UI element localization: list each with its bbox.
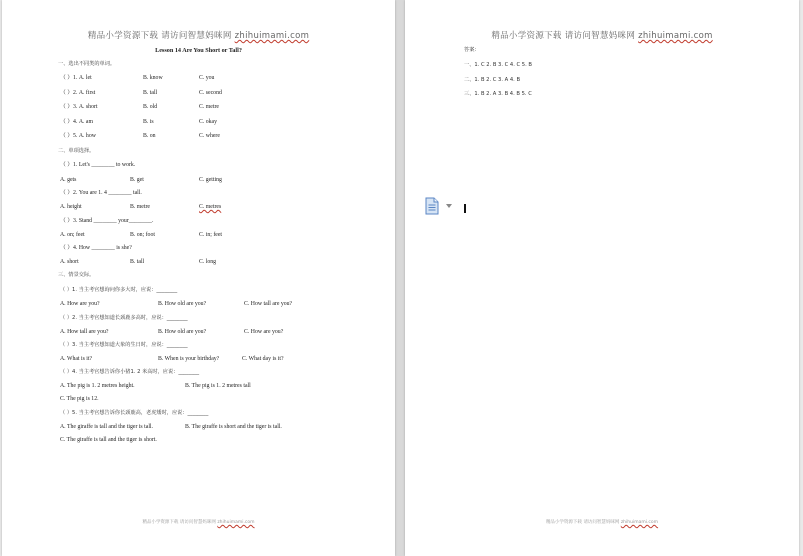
s3-q5: （ ）5. 当主考官想告诉你长颈鹿高，老虎矮时，应说：________ — [60, 410, 209, 416]
s3-q3-c: C. What day is it? — [242, 356, 284, 362]
s3-q1: （ ）1. 当主考官想询问你多大时，应说：________ — [60, 287, 178, 293]
s1-q4-c: C. okay — [199, 119, 218, 125]
s2-q4-b: B. tall — [130, 259, 145, 265]
s3-q5-c: C. The giraffe is tall and the tiger is short. — [60, 437, 157, 443]
s2-q3-a: A. on; feet — [60, 232, 85, 238]
s1-q5: （ ）5. A. how — [60, 133, 96, 139]
header-text: 精品小学资源下载 请访问智慧妈咪网 — [87, 31, 232, 41]
page-footer — [405, 519, 799, 525]
s3-q2-a: A. How tall are you? — [60, 329, 109, 335]
s3-q2-b: B. How old are you? — [158, 329, 207, 335]
page-gap — [395, 0, 405, 556]
s3-q4-b: B. The pig is 1. 2 metres tall — [185, 383, 251, 389]
s1-q1-b: B. know — [143, 75, 163, 81]
page-footer — [2, 519, 395, 525]
section2-heading: 二、单项选择。 — [58, 148, 95, 154]
s3-q4-a: A. The pig is 1. 2 metres height. — [60, 383, 135, 389]
s1-q3-b: B. old — [143, 104, 158, 110]
s3-q1-c: C. How tall are you? — [244, 301, 293, 307]
chevron-down-icon[interactable] — [446, 204, 452, 208]
s2-q1-c: C. getting — [199, 177, 222, 183]
document-page-1 — [2, 0, 395, 556]
s1-q1: （ ）1. A. let — [60, 75, 92, 81]
s1-q2-b: B. tall — [143, 90, 158, 96]
s1-q5-c: C. where — [199, 133, 220, 139]
s3-q4-c: C. The pig is 12. — [60, 396, 99, 402]
document-page-2 — [405, 0, 799, 556]
s2-q4-c: C. long — [199, 259, 217, 265]
footer-site-link[interactable]: zhihuimami.com — [620, 520, 659, 525]
page-header — [2, 29, 395, 41]
answers-line-1: 一、1. C 2. B 3. C 4. C 5. B — [464, 62, 532, 68]
page-header — [405, 29, 799, 41]
s3-q4: （ ）4. 当主考官想告诉你小猪1. 2 米高时，应说：________ — [60, 369, 200, 375]
s1-q5-b: B. on — [143, 133, 156, 139]
s3-q3: （ ）3. 当主考官想知道大象的生日时，应说：________ — [60, 342, 188, 348]
document-icon[interactable] — [424, 197, 440, 215]
footer-site-link[interactable]: zhihuimami.com — [217, 520, 255, 525]
s1-q2-c: C. second — [199, 90, 222, 96]
s1-q3: （ ）3. A. short — [60, 104, 98, 110]
answers-line-2: 二、1. B 2. C 3. A 4. B — [464, 77, 521, 83]
s2-q3-b: B. on; foot — [130, 232, 155, 238]
s3-q2: （ ）2. 当主考官想知道长颈鹿多高时，应说：________ — [60, 315, 188, 321]
s2-q4: （ ）4. How ________ is she? — [60, 245, 132, 251]
text-cursor — [464, 204, 466, 213]
s1-q1-c: C. you — [199, 75, 215, 81]
section3-heading: 三、情景交际。 — [58, 272, 95, 278]
s3-q1-a: A. How are you? — [60, 301, 100, 307]
s1-q4-b: B. is — [143, 119, 154, 125]
s1-q2: （ ）2. A. first — [60, 90, 96, 96]
answers-heading: 答案： — [464, 47, 480, 53]
s2-q1-a: A. gets — [60, 177, 77, 183]
s2-q1: （ ）1. Let's ________ to work. — [60, 162, 136, 168]
s2-q3-c: C. in; feet — [199, 232, 223, 238]
section1-heading: 一、选出不同类的单词。 — [58, 61, 116, 67]
footer-text: 精品小学资源下载 请访问智慧妈咪网 — [142, 520, 216, 525]
answers-line-3: 三、1. B 2. A 3. B 4. B 5. C — [464, 91, 532, 97]
header-site-link[interactable]: zhihuimami.com — [234, 31, 310, 41]
s2-q4-a: A. short — [60, 259, 79, 265]
s2-q2: （ ）2. You are 1. 4 ________ tall. — [60, 190, 142, 196]
s2-q2-a: A. height — [60, 204, 82, 210]
header-text: 精品小学资源下载 请访问智慧妈咪网 — [491, 31, 636, 41]
worksheet-title: Lesson 14 Are You Short or Tall? — [155, 47, 242, 54]
s3-q3-a: A. What is it? — [60, 356, 93, 362]
header-site-link[interactable]: zhihuimami.com — [638, 31, 713, 41]
s3-q5-b: B. The giraffe is short and the tiger is tall. — [185, 424, 282, 430]
s3-q5-a: A. The giraffe is tall and the tiger is tall. — [60, 424, 153, 430]
s1-q3-c: C. metre — [199, 104, 219, 110]
s2-q1-b: B. get — [130, 177, 144, 183]
s2-q2-b: B. metre — [130, 204, 150, 210]
s3-q3-b: B. When is your birthday? — [158, 356, 220, 362]
s2-q3: （ ）3. Stand ________ your________. — [60, 218, 154, 224]
s3-q2-c: C. How are you? — [244, 329, 284, 335]
s2-q2-c: C. metres — [199, 204, 222, 210]
s3-q1-b: B. How old are you? — [158, 301, 207, 307]
s1-q4: （ ）4. A. am — [60, 119, 94, 125]
footer-text: 精品小学资源下载 请访问智慧妈咪网 — [545, 520, 620, 525]
